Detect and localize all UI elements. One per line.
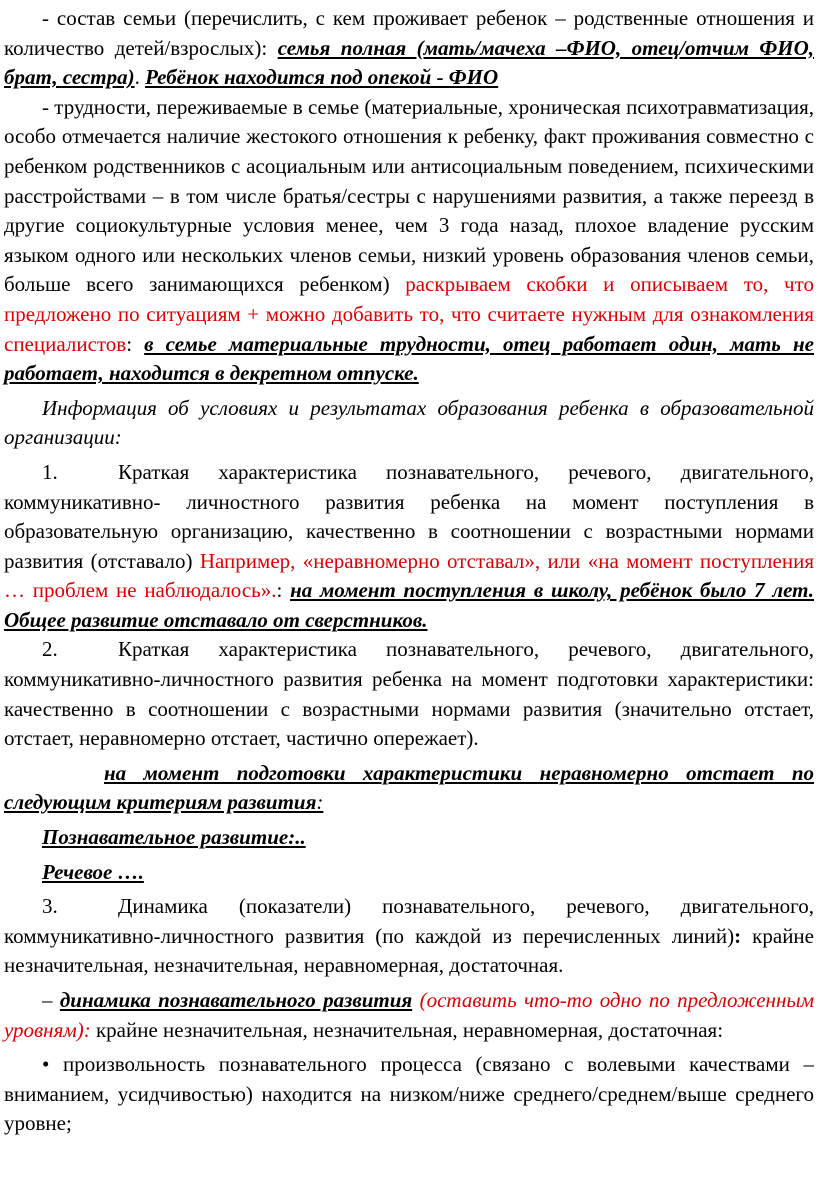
- item-2-paragraph: [4, 635, 814, 753]
- separator-text: :: [734, 923, 753, 948]
- speech-development-paragraph: [4, 858, 814, 888]
- voluntariness-text: произвольность познавательного процесса (связано с волевыми качествами – вниманием, усидчивостью) находится на низком/ниже среднего/среднем/выше среднего уровне;: [4, 1052, 814, 1136]
- item-2-text: Краткая характеристика познавательного, речевого, двигательного, коммуникативно-личностного развития ребенка на момент подготовки характеристики: качественно в соотношении с возрастными нормами развития (значительно отстает, отстает, неравномерно отстает, частично опережает).: [4, 637, 814, 751]
- item-number: 1.: [42, 459, 58, 484]
- criteria-answer: на момент подготовки характеристики неравномерно отстает по следующим критериям развития: [4, 760, 814, 815]
- speech-development-label: Речевое ….: [42, 859, 144, 884]
- item-3-text: Динамика (показатели) познавательного, речевого, двигательного, коммуникативно-личностного развития (по каждой из перечисленных линий): [4, 894, 814, 948]
- bullet-mark: •: [42, 1052, 50, 1077]
- item-1-answer: на момент поступления в школу, ребёнок было 7 лет. Общее развитие отставало от сверстников.: [4, 578, 814, 632]
- guardianship-answer: Ребёнок находится под опекой - ФИО: [145, 65, 499, 90]
- item-3-options: крайне незначительная, незначительная, неравномерная, достаточная.: [4, 923, 814, 978]
- instruction-note: раскрываем скобки и описываем то, что предложено по ситуациям + можно добавить то, что считаете нужным для ознакомления специалистов: [4, 272, 814, 356]
- item-1-text: Краткая характеристика познавательного, речевого, двигательного, коммуникативно- личностного развития ребенка на момент поступления в образовательную организацию, качественно в соотношении с возрастными нормами развития (отставало): [4, 459, 814, 573]
- cognitive-development-paragraph: [4, 823, 814, 853]
- instruction-note: (оставить что-то одно по предложенным уровням):: [4, 988, 815, 1042]
- item-number: 2.: [42, 637, 58, 662]
- voluntariness-paragraph: [4, 1050, 814, 1139]
- cognitive-dynamics-paragraph: [4, 986, 814, 1045]
- cognitive-dynamics-label: динамика познавательного развития: [59, 988, 413, 1012]
- item-3-paragraph: [4, 892, 814, 981]
- family-difficulties-text: - трудности, переживаемые в семье (материальные, хроническая психотравматизация, особо отмечается наличие жестокого отношения к ребенку, факт проживания совместно с ребенком родственников с асоциальным или антисоциальным поведением, психическими расстройствами – в том числе братья/сестры с нарушениями развития, а также переезд в другие социокультурные условия менее, чем 3 года назад, плохое владение русским языком одного или нескольких членов семьи, низкий уровень образования членов семьи, больше всего занимающихся ребенком): [4, 94, 814, 297]
- family-difficulties-paragraph: [4, 93, 814, 389]
- criteria-paragraph: [4, 759, 814, 818]
- item-1-paragraph: [4, 458, 814, 636]
- family-composition-paragraph: [4, 4, 814, 93]
- dash-mark: –: [42, 988, 60, 1012]
- separator-text: :: [126, 331, 145, 356]
- family-composition-answer: семья полная (мать/мачеха –ФИО, отец/отчим ФИО, брат, сестра): [4, 35, 814, 90]
- separator-text: :: [276, 578, 291, 603]
- education-info-heading: Информация об условиях и результатах образования ребенка в образовательной организации:: [4, 395, 814, 450]
- family-difficulties-answer: в семье материальные трудности, отец работает один, мать не работает, находится в декретном отпуске.: [4, 331, 814, 386]
- instruction-note: Например, «неравномерно отставал», или «на момент поступления … проблем не наблюдалось».: [4, 548, 814, 603]
- cognitive-development-label: Познавательное развитие:..: [42, 825, 306, 850]
- separator-text: .: [134, 65, 146, 90]
- family-composition-text: - состав семьи (перечислить, с кем проживает ребенок – родственные отношения и количество детей/взрослых):: [4, 6, 814, 60]
- cognitive-dynamics-options: крайне незначительная, незначительная, неравномерная, достаточная:: [90, 1017, 724, 1042]
- separator-text: :: [316, 790, 324, 815]
- item-number: 3.: [42, 894, 58, 919]
